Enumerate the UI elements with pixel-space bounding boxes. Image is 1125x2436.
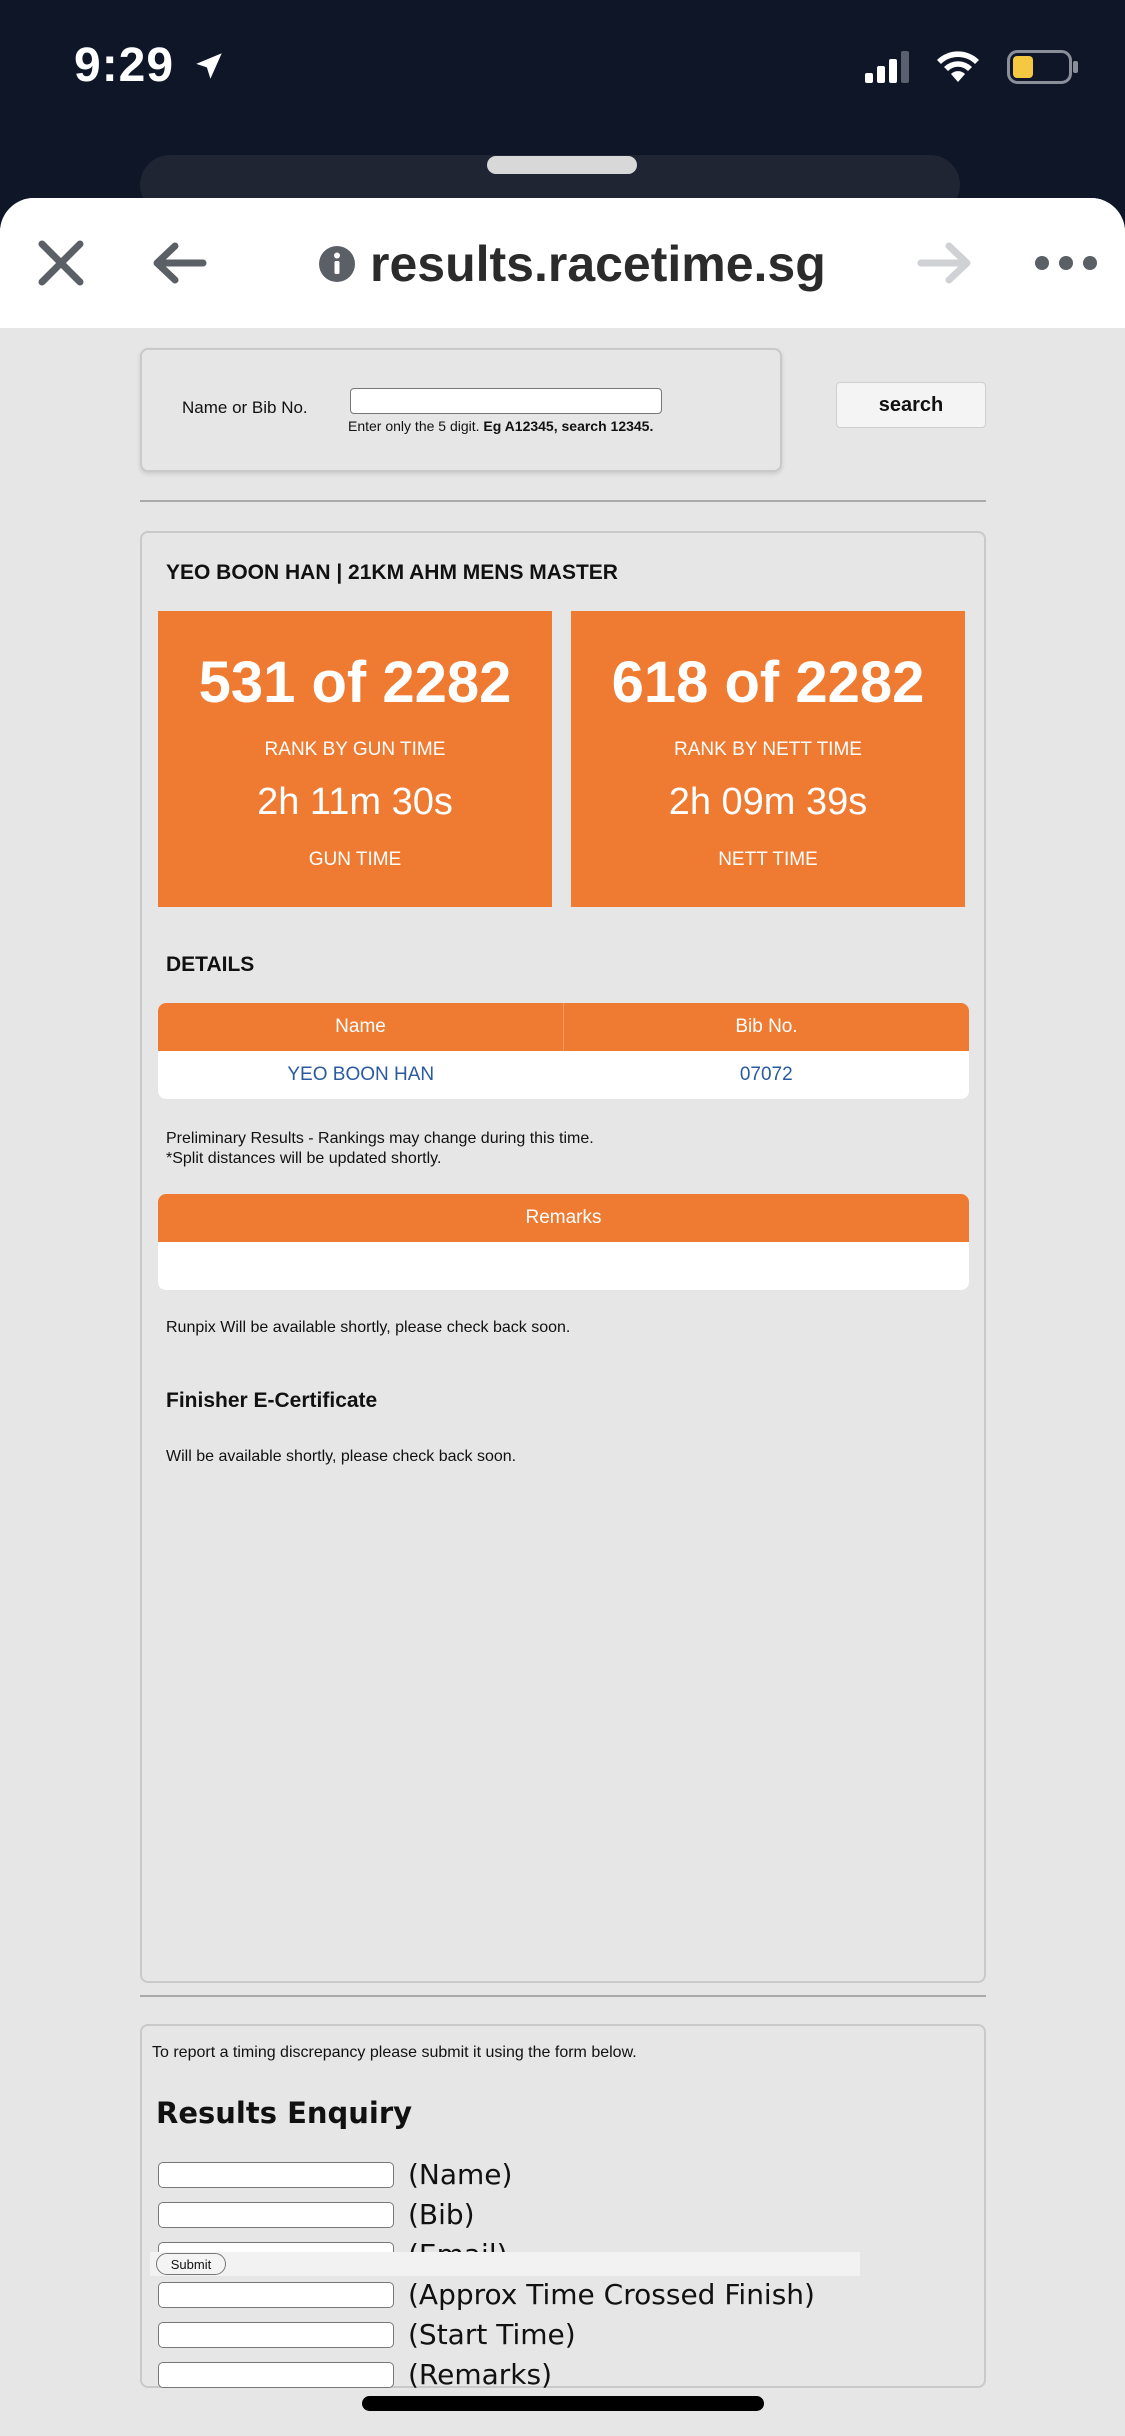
gun-time-box: [158, 611, 552, 907]
enquiry-bib-row: [158, 2198, 475, 2231]
preliminary-line-2: *Split distances will be updated shortly.: [166, 1150, 442, 1167]
enquiry-bib-label: (Bib): [408, 2198, 475, 2231]
table-header: [158, 1003, 969, 1051]
url-text: results.racetime.sg: [370, 236, 826, 292]
location-arrow-icon: [192, 49, 226, 83]
divider: [140, 1995, 986, 1997]
enquiry-start-input[interactable]: [158, 2322, 394, 2348]
close-icon: [36, 238, 86, 288]
search-button[interactable]: search: [836, 382, 986, 428]
status-icons: [865, 50, 1079, 84]
nett-rank-label: RANK BY NETT TIME: [674, 739, 862, 760]
details-heading: DETAILS: [166, 953, 255, 976]
runpix-note: Runpix Will be available shortly, please check back soon.: [166, 1319, 571, 1336]
enquiry-remarks-input[interactable]: [158, 2362, 394, 2388]
enquiry-finish-label: (Approx Time Crossed Finish): [408, 2278, 815, 2311]
more-icon: [1034, 255, 1098, 271]
enquiry-panel: [140, 2024, 986, 2391]
details-table: [158, 1003, 969, 1099]
remarks-value: [158, 1242, 969, 1290]
sheet-grabber[interactable]: [487, 156, 637, 174]
nett-time-box: [571, 611, 965, 907]
enquiry-name-row: [158, 2158, 512, 2191]
enquiry-title: Results Enquiry: [156, 2096, 413, 2130]
search-hint-prefix: Enter only the 5 digit.: [348, 418, 480, 434]
search-panel: [140, 348, 782, 472]
enquiry-name-input[interactable]: [158, 2162, 394, 2188]
cell-name[interactable]: YEO BOON HAN: [287, 1064, 435, 1085]
athlete-title: YEO BOON HAN | 21KM AHM MENS MASTER: [166, 561, 618, 584]
submit-button[interactable]: Submit: [156, 2253, 226, 2275]
signal-icon: [865, 51, 909, 83]
status-time-text: 9:29: [74, 39, 175, 92]
gun-time-label: GUN TIME: [308, 849, 402, 870]
status-bar: [0, 0, 1125, 140]
cell-bib[interactable]: 07072: [739, 1064, 793, 1085]
preliminary-line-1: Preliminary Results - Rankings may change during this time.: [166, 1130, 594, 1147]
result-card: [140, 531, 986, 1983]
table-row: [158, 1051, 969, 1099]
forward-arrow-icon: [917, 241, 973, 285]
forward-button[interactable]: [910, 228, 980, 298]
enquiry-finish-row: [158, 2278, 815, 2311]
more-button[interactable]: [1030, 228, 1102, 298]
browser-nav-bar: [0, 198, 1125, 328]
enquiry-remarks-row: [158, 2358, 552, 2391]
search-hint-example: Eg A12345, search 12345.: [483, 418, 654, 434]
header-bib: Bib No.: [563, 1003, 969, 1051]
remarks-header-row: [158, 1194, 969, 1242]
enquiry-remarks-label: (Remarks): [408, 2358, 553, 2391]
home-indicator: [362, 2396, 764, 2411]
submit-area: [150, 2252, 860, 2276]
gun-rank: 531 of 2282: [198, 650, 512, 715]
enquiry-start-row: [158, 2318, 576, 2351]
enquiry-bib-input[interactable]: [158, 2202, 394, 2228]
nett-time-label: NETT TIME: [718, 849, 818, 870]
enquiry-finish-input[interactable]: [158, 2282, 394, 2308]
remarks-header: Remarks: [525, 1207, 602, 1228]
url-display[interactable]: [318, 234, 826, 294]
preliminary-note: [166, 1129, 594, 1169]
enquiry-start-label: (Start Time): [408, 2318, 576, 2351]
close-button[interactable]: [26, 228, 96, 298]
info-icon: [318, 245, 356, 283]
search-hint: [348, 418, 653, 434]
gun-rank-label: RANK BY GUN TIME: [264, 739, 446, 760]
header-name: Name: [335, 1016, 386, 1037]
certificate-note: Will be available shortly, please check back soon.: [166, 1448, 517, 1465]
enquiry-intro: To report a timing discrepancy please submit it using the form below.: [152, 2044, 637, 2061]
search-label: Name or Bib No.: [182, 398, 308, 417]
remarks-row: [158, 1242, 969, 1290]
divider: [140, 500, 986, 502]
search-input[interactable]: [350, 388, 662, 414]
wifi-icon: [935, 50, 981, 84]
battery-icon: [1007, 50, 1079, 84]
web-content: [0, 328, 1125, 2436]
browser-sheet: [0, 198, 1125, 2436]
back-button[interactable]: [144, 228, 214, 298]
back-arrow-icon: [151, 241, 207, 285]
status-time: [74, 38, 226, 93]
nett-rank: 618 of 2282: [611, 650, 925, 715]
certificate-heading: Finisher E-Certificate: [166, 1389, 378, 1412]
enquiry-name-label: (Name): [408, 2158, 513, 2191]
nett-time: 2h 09m 39s: [668, 781, 868, 823]
gun-time: 2h 11m 30s: [257, 781, 453, 823]
remarks-table: [158, 1194, 969, 1290]
